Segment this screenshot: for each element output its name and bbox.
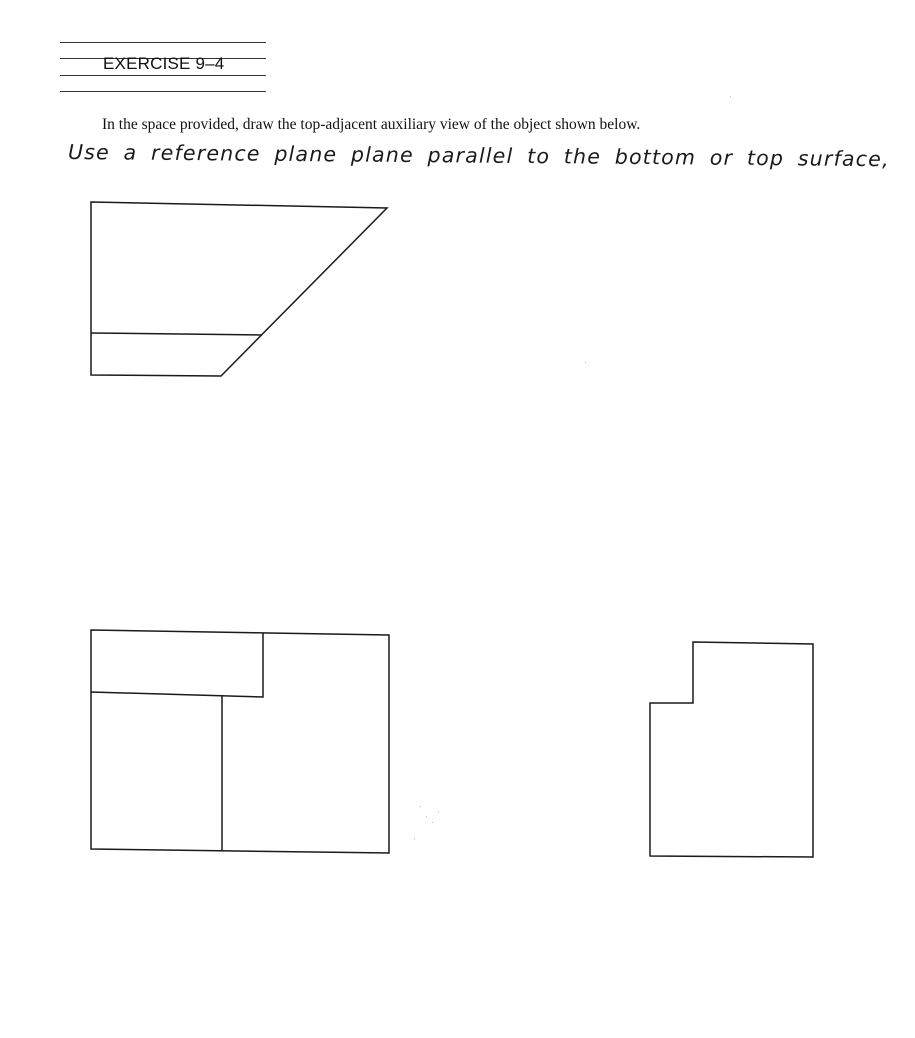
scan-speck [414,838,415,839]
instructions-text: In the space provided, draw the top-adjacent auxiliary view of the object shown below. [102,116,641,133]
top-view [91,202,387,376]
top-view-hidden-edge [91,333,262,335]
front-view [91,630,389,853]
scan-speck [420,806,421,807]
side-view [650,642,813,857]
side-view-outline [650,642,813,857]
scan-speck [585,362,586,363]
scan-speck [730,96,731,97]
front-view-upper-step [91,633,263,697]
scan-speck [432,822,433,823]
front-view-outline [91,630,389,853]
exercise-title: EXERCISE 9–4 [103,54,225,73]
scan-speck [426,816,427,817]
scan-speck [438,812,439,813]
handwritten-note: Use a reference plane plane parallel to the bottom or top surface, [67,140,890,172]
top-view-outline [91,202,387,376]
